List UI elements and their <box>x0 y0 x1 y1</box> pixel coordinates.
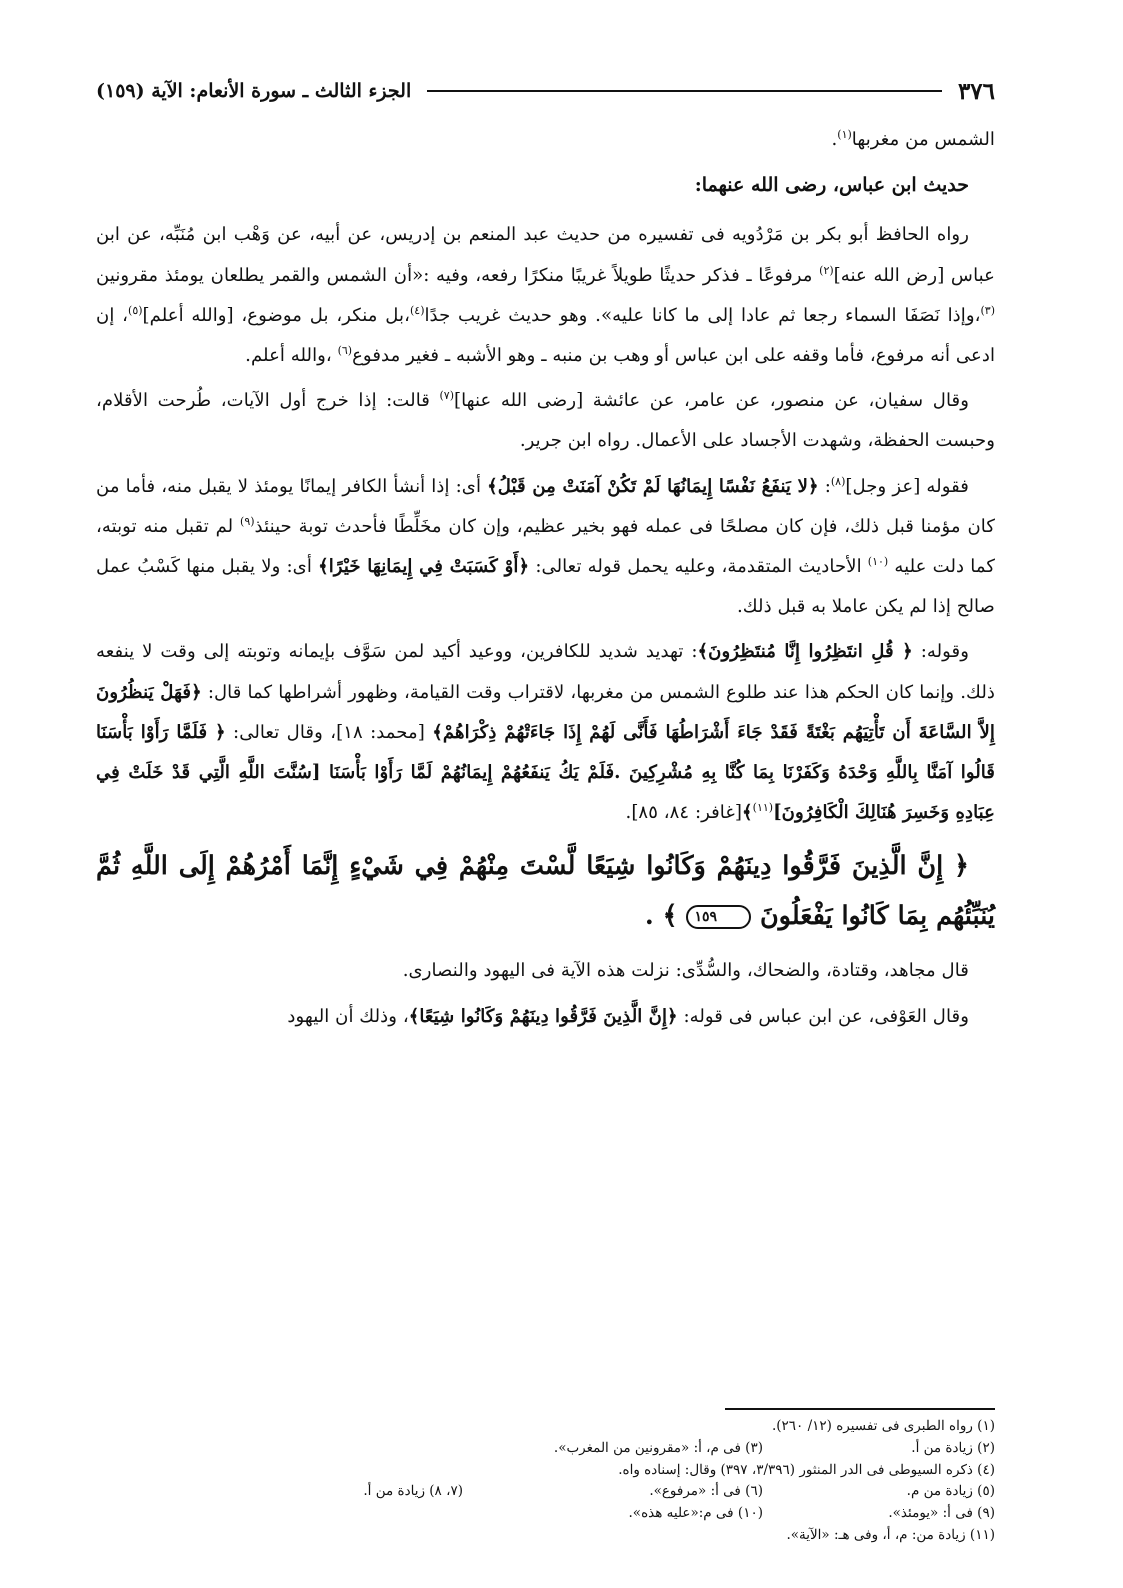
paragraph-5: قال مجاهد، وقتادة، والضحاك، والسُّدِّى: نزلت هذه الآية فى اليهود والنصارى. <box>402 960 969 982</box>
footnote-ref: (٨) <box>830 474 846 488</box>
footnote-ref: (٦) <box>337 343 353 357</box>
footnote-1: (١) رواه الطبرى فى تفسيره (١٢/ ٢٦٠). <box>771 1418 995 1434</box>
footnote-separator <box>725 1408 995 1410</box>
footnote-ref: (١١) <box>752 801 774 815</box>
footnote-2: (٢) زيادة من أ. <box>911 1439 995 1456</box>
footnote-ref: (١) <box>837 127 852 141</box>
running-header <box>96 74 995 108</box>
footnote-ref: (٤) <box>409 303 425 317</box>
footnote-ref: (٩) <box>240 514 255 528</box>
paragraph-6: وقال العَوْفى، عن ابن عباس فى قوله: ﴿إِنَّ الَّذِينَ فَرَّقُوا دِينَهُمْ وَكَانُوا شِيَعًا﴾، وذلك أن اليهود <box>287 1005 969 1027</box>
footnote-7-8: (٧، ٨) زيادة من أ. <box>363 1483 463 1500</box>
quran-quote: ﴿ قُلِ انتَظِرُوا إِنَّا مُنتَظِرُونَ﴾ <box>697 641 913 663</box>
quran-quote: ﴿ فَلَمَّا رَأَوْا بَأْسَنَا قَالُوا آمَنَّا بِاللَّهِ وَحْدَهُ وَكَفَرْنَا بِمَا كُنَّا بِهِ مُشْرِكِينَ .فَلَمْ يَكُ يَنفَعُهُمْ إِيمَانُهُمْ لَمَّا رَأَوْا بَأْسَنَا [سُنَّتَ اللَّهِ الَّتِي قَدْ خَلَتْ فِي عِبَادِهِ وَخَسِرَ هُنَالِكَ الْكَافِرُونَ] <box>96 721 995 824</box>
header-rule <box>427 90 942 92</box>
footnote-4: (٤) ذكره السيوطى فى الدر المنثور (٣/٣٩٦، ٣٩٧) وقال: إسناده واه. <box>618 1461 995 1478</box>
quran-quote: ﴿فَهَلْ يَنظُرُونَ إِلاَّ السَّاعَةَ أَن تَأْتِيَهُم بَغْتَةً فَقَدْ جَاءَ أَشْرَاطُهَا فَأَنَّى لَهُمْ إِذَا جَاءَتْهُمْ ذِكْرَاهُمْ﴾ <box>96 681 995 743</box>
footnotes <box>96 1416 995 1547</box>
quran-quote: ﴿إِنَّ الَّذِينَ فَرَّقُوا دِينَهُمْ وَكَانُوا شِيَعًا﴾ <box>408 1005 678 1027</box>
paragraph-3: فقوله [عز وجل]$^{(٨)}$: ﴿لا يَنفَعُ نَفْسًا إِيمَانُهَا لَمْ تَكُنْ آمَنَتْ مِن قَبْلُ﴾ أى: إذا أنشأ الكافر إيمانًا يومئذ لا يقبل منه، فأما من كان مؤمنا قبل ذلك، فإن كان مصلحًا فى عمله فهو بخير عظيم، وإن كان مخَلِّطًا فأحدث توبة حينئذ$^{(٩)}$ لم تقبل منه توبته، كما دلت عليه $^{(١٠)}$ الأحاديث المتقدمة، وعليه يحمل قوله تعالى: ﴿أَوْ كَسَبَتْ فِي إِيمَانِهَا خَيْرًا﴾ أى: ولا يقبل منها كَسْبُ عمل صالح إذا لم يكن عاملا به قبل ذلك. <box>96 474 996 618</box>
footnote-9: (٩) فى أ: «يومئذ». <box>888 1505 995 1522</box>
quran-quote: ﴿أَوْ كَسَبَتْ فِي إِيمَانِهَا خَيْرًا﴾ <box>318 556 530 578</box>
footnote-row <box>96 1481 995 1503</box>
footnote-ref: (٧) <box>439 389 454 403</box>
footnote-row <box>96 1503 995 1525</box>
verse-159: ﴿ إِنَّ الَّذِينَ فَرَّقُوا دِينَهُمْ وَكَانُوا شِيَعًا لَّسْتَ مِنْهُمْ فِي شَيْءٍ إِنَّمَا أَمْرُهُمْ إِلَى اللَّهِ ثُمَّ يُنَبِّئُهُم بِمَا كَانُوا يَفْعَلُونَ ١٥٩ ﴾ . <box>96 851 995 932</box>
footnote-5: (٥) زيادة من م. <box>906 1483 995 1500</box>
footnote-ref: (٥) <box>128 303 143 317</box>
footnote-6: (٦) فى أ: «مرفوع». <box>649 1483 763 1500</box>
footnote-10: (١٠) فى م:«عليه هذه». <box>628 1505 763 1522</box>
footnote-ref: (٢) <box>819 263 834 277</box>
footnote-row <box>96 1438 995 1460</box>
footnote-row <box>96 1460 995 1482</box>
footnote-11: (١١) زيادة من: م، أ، وفى هـ: «الآية». <box>786 1526 995 1543</box>
footnote-row <box>96 1525 995 1547</box>
header-title: الجزء الثالث ـ سورة الأنعام: الآية (١٥٩) <box>96 80 412 102</box>
paragraph-4: وقوله: ﴿ قُلِ انتَظِرُوا إِنَّا مُنتَظِرُونَ﴾: تهديد شديد للكافرين، ووعيد أكيد لمن سَوَّف بإيمانه وتوبته إلى وقت لا ينفعه ذلك. وإنما كان الحكم هذا عند طلوع الشمس من مغربها، لاقتراب وقت القيامة، وظهور أشراطها كما قال: ﴿فَهَلْ يَنظُرُونَ إِلاَّ السَّاعَةَ أَن تَأْتِيَهُم بَغْتَةً فَقَدْ جَاءَ أَشْرَاطُهَا فَأَنَّى لَهُمْ إِذَا جَاءَتْهُمْ ذِكْرَاهُمْ﴾ [محمد: ١٨]، وقال تعالى: ﴿ فَلَمَّا رَأَوْا بَأْسَنَا قَالُوا آمَنَّا بِاللَّهِ وَحْدَهُ وَكَفَرْنَا بِمَا كُنَّا بِهِ مُشْرِكِينَ .فَلَمْ يَكُ يَنفَعُهُمْ إِيمَانُهُمْ لَمَّا رَأَوْا بَأْسَنَا [سُنَّتَ اللَّهِ الَّتِي قَدْ خَلَتْ فِي عِبَادِهِ وَخَسِرَ هُنَالِكَ الْكَافِرُونَ]$^{(١١)}$﴾[غافر: ٨٤، ٨٥]. <box>96 641 996 824</box>
paragraph-1: رواه الحافظ أبو بكر بن مَرْدُويه فى تفسيره من حديث عبد المنعم بن إدريس، عن أبيه، عن وَهْب ابن مُنَبِّه، عن ابن عباس [رض الله عنه]$^{(٢)}$ مرفوعًا ـ فذكر حديثًا طويلاً غريبًا منكرًا رفعه، وفيه :«أن الشمس والقمر يطلعان يومئذ مقرونين $^{(٣)}$،وإذا نَصَفَا السماء رجعا ثم عادا إلى ما كانا عليه». وهو حديث غريب جدًا$^{(٤)}$،بل منكر، بل موضوع، [والله أعلم]$^{(٥)}$، إن ادعى أنه مرفوع، فأما وقفه على ابن عباس أو وهب بن منبه ـ وهو الأشبه ـ فغير مدفوع$^{(٦)}$ ،والله أعلم. <box>96 224 996 367</box>
page-number: ٣٧٦ <box>957 77 995 105</box>
main-text <box>96 120 995 1042</box>
footnote-ref: (١٠) <box>867 554 889 568</box>
opening-line: الشمس من مغربها$^{(١)}$. <box>831 127 995 150</box>
footnote-row <box>96 1416 995 1438</box>
section-heading: حديث ابن عباس، رضى الله عنهما: <box>694 174 969 197</box>
paragraph-2: وقال سفيان، عن منصور، عن عامر، عن عائشة [رضى الله عنها]$^{(٧)}$ قالت: إذا خرج أول الآيات، طُرحت الأقلام، وحبست الحفظة، وشهدت الأجساد على الأعمال. رواه ابن جرير. <box>96 389 995 452</box>
quran-quote: ﴿لا يَنفَعُ نَفْسًا إِيمَانُهَا لَمْ تَكُنْ آمَنَتْ مِن قَبْلُ﴾ <box>487 475 819 497</box>
footnote-ref: (٣) <box>980 303 996 317</box>
footnote-3: (٣) فى م، أ: «مقرونين من المغرب». <box>553 1439 763 1456</box>
ayah-number-badge: ١٥٩ <box>686 905 751 929</box>
